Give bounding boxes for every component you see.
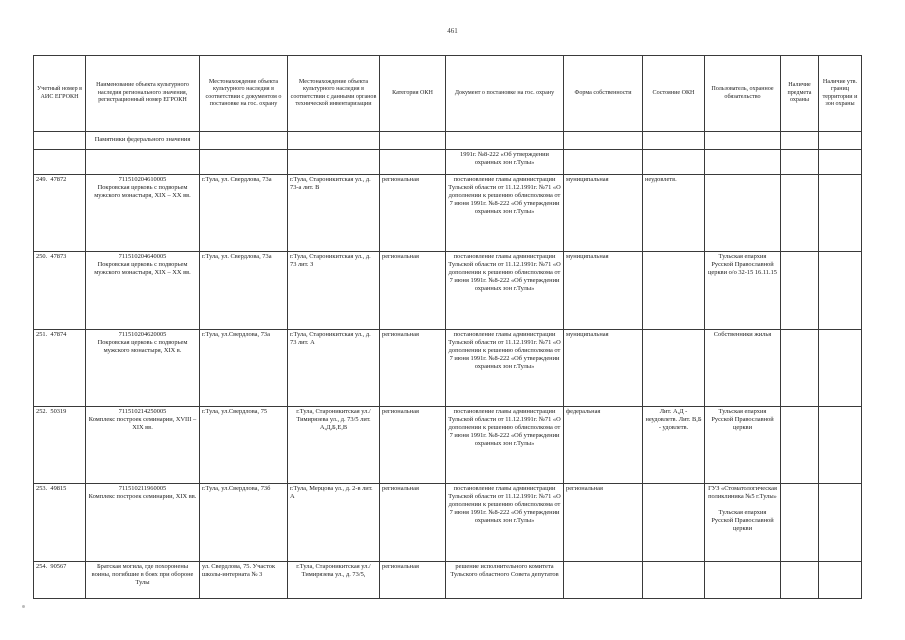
cell-user: Тульская епархия Русской Православной церкви — [705, 407, 781, 484]
table-row — [34, 330, 862, 407]
cell-zones — [819, 562, 862, 599]
cell-document: решение исполнительного комитета Тульского областного Совета депутатов — [446, 562, 564, 599]
header-document: Документ о постановке на гос. охрану — [446, 56, 564, 132]
header-category: Категория ОКН — [380, 56, 446, 132]
table-header-row — [34, 56, 862, 132]
reg-number: 711510214250005 — [118, 408, 167, 415]
row-egrokn-id: 47873 — [50, 253, 67, 260]
cell-zones — [819, 407, 862, 484]
cell-subject — [781, 252, 819, 330]
header-subject: Наличие предмета охраны — [781, 56, 819, 132]
cell-location-doc: г.Тула, ул. Свердлова, 73а — [200, 175, 288, 252]
cell-document: 1991г. №8-222 «Об утверждении охранных зон г.Тулы» — [446, 150, 564, 175]
cell-user: Тульская епархия Русской Православной церкви о/о 32-15 16.11.15 — [705, 252, 781, 330]
subheader-label: Памятники федерального значения — [86, 132, 200, 150]
table-row — [34, 252, 862, 330]
cell-location-inv: г.Тула, Староникитская ул./ Тимирязева ул., д. 73/5 лит. А,Д,Б,Е,В — [288, 407, 380, 484]
cell-category: региональная — [380, 330, 446, 407]
cell-state — [643, 252, 705, 330]
cell-location-inv: г.Тула, Староникитская ул., д. 73-а лит. В — [288, 175, 380, 252]
cell-id — [34, 175, 86, 252]
row-egrokn-id: 47874 — [50, 331, 67, 338]
header-ownership: Форма собственности — [564, 56, 643, 132]
cell-subject — [781, 407, 819, 484]
row-number: 251. — [36, 331, 48, 338]
cell-id — [34, 407, 86, 484]
user-primary: ГУЗ «Стоматологическая поликлиника №5 г.Тулы» — [708, 485, 777, 501]
row-egrokn-id: 50319 — [50, 408, 67, 415]
header-user: Пользователь, охранное обязательство — [705, 56, 781, 132]
reg-number: 711510204640005 — [118, 253, 167, 260]
row-number: 249. — [36, 176, 48, 183]
cell-state: неудовлетв. — [643, 175, 705, 252]
cell-ownership — [564, 562, 643, 599]
object-name: Братская могила, где похоронены воины, погибшие в боях при обороне Тулы — [91, 563, 194, 587]
cell-ownership: региональная — [564, 484, 643, 562]
cell-user — [705, 562, 781, 599]
row-egrokn-id: 49815 — [50, 485, 67, 492]
cell-subject — [781, 330, 819, 407]
table-row — [34, 175, 862, 252]
cell-subject — [781, 484, 819, 562]
reg-number: 711510204610005 — [118, 176, 167, 183]
cell-location-inv: г.Тула, Мерцова ул., д. 2-в лит. А — [288, 484, 380, 562]
cell-id — [34, 252, 86, 330]
header-name: Наименование объекта культурного наследия регионального значения, регистрационный номер ЕГРОКН — [86, 56, 200, 132]
cell-document: постановление главы администрации Тульской области от 11.12.1991г. №71 «О дополнении к решению облисполкома от 7 июня 1991г. №8-222 «Об утверждении охранных зон г.Тулы» — [446, 175, 564, 252]
cell-ownership: федеральная — [564, 407, 643, 484]
cell-id — [34, 562, 86, 599]
cell-user — [705, 484, 781, 562]
cell-subject — [781, 562, 819, 599]
object-name: Комплекс построек семинарии, XIX вв. — [88, 493, 197, 501]
row-number: 254. — [36, 563, 48, 570]
cell-document: постановление главы администрации Тульской области от 11.12.1991г. №71 «О дополнении к решению облисполкома от 7 июня 1991г. №8-222 «Об утверждении охранных зон г.Тулы» — [446, 484, 564, 562]
table-row-continuation — [34, 150, 862, 175]
cell-name — [86, 252, 200, 330]
cell-name — [86, 407, 200, 484]
cell-category: региональная — [380, 407, 446, 484]
cell-subject — [781, 175, 819, 252]
cell-location-doc: г.Тула, ул.Свердлова, 75 — [200, 407, 288, 484]
cell-location-inv: г.Тула, Староникитская ул./Тимирязева ул., д. 73/5, — [288, 562, 380, 599]
cell-state: Лит. А,Д - неудовлетв. Лит. В,Б - удовлетв. — [643, 407, 705, 484]
header-state: Состояние ОКН — [643, 56, 705, 132]
cell-ownership: муниципальная — [564, 175, 643, 252]
cell-zones — [819, 252, 862, 330]
header-location-doc: Местонахождение объекта культурного наследия в соответствии с документом о постановке на гос. охрану — [200, 56, 288, 132]
header-location-inv: Местонахождение объекта культурного наследия в соответствии с данными органов технической инвентаризации — [288, 56, 380, 132]
cell-location-doc: г.Тула, ул.Свердлова, 73б — [200, 484, 288, 562]
cell-ownership: муниципальная — [564, 252, 643, 330]
cell-location-inv: г.Тула, Староникитская ул., д. 73 лит. З — [288, 252, 380, 330]
cell-name — [86, 484, 200, 562]
cell-state — [643, 484, 705, 562]
cell-name — [86, 562, 200, 599]
cell-zones — [819, 175, 862, 252]
table-row — [34, 407, 862, 484]
header-zones: Наличие утв. границ территории и зон охраны — [819, 56, 862, 132]
header-id: Учетный номер в АИС ЕГРОКН — [34, 56, 86, 132]
object-name: Комплекс построек семинарии, XVIII – XIX вв. — [88, 416, 197, 432]
reg-number: 711510211960005 — [118, 485, 167, 492]
object-name: Покровская церковь с подворьем мужского монастыря, XIX – XX вв. — [94, 184, 191, 200]
cell-zones — [819, 484, 862, 562]
cell-location-doc: г.Тула, ул. Свердлова, 73а — [200, 252, 288, 330]
row-egrokn-id: 47872 — [50, 176, 67, 183]
cell-location-inv: г.Тула, Староникитская ул., д. 73 лит. А — [288, 330, 380, 407]
cell-category: региональная — [380, 562, 446, 599]
row-number: 253. — [36, 485, 48, 492]
table-row — [34, 484, 862, 562]
row-egrokn-id: 90567 — [50, 563, 67, 570]
row-number: 250. — [36, 253, 48, 260]
table-row — [34, 562, 862, 599]
cell-category: региональная — [380, 484, 446, 562]
cell-id — [34, 484, 86, 562]
cell-name — [86, 175, 200, 252]
row-number: 252. — [36, 408, 48, 415]
reg-number: 711510204620005 — [118, 331, 167, 338]
table-subheader-row — [34, 132, 862, 150]
cell-category: региональная — [380, 175, 446, 252]
cell-document: постановление главы администрации Тульской области от 11.12.1991г. №71 «О дополнении к решению облисполкома от 7 июня 1991г. №8-222 «Об утверждении охранных зон г.Тулы» — [446, 330, 564, 407]
cell-zones — [819, 330, 862, 407]
scan-artifact-dot — [22, 605, 25, 608]
heritage-register-table — [33, 55, 862, 599]
cell-document: постановление главы администрации Тульской области от 11.12.1991г. №71 «О дополнении к решению облисполкома от 7 июня 1991г. №8-222 «Об утверждении охранных зон г.Тулы» — [446, 407, 564, 484]
page-number: 461 — [447, 27, 458, 35]
cell-state — [643, 330, 705, 407]
cell-category: региональная — [380, 252, 446, 330]
user-secondary: Тульская епархия Русской Православной церкви — [711, 509, 774, 533]
cell-id — [34, 330, 86, 407]
cell-ownership: муниципальная — [564, 330, 643, 407]
cell-user — [705, 175, 781, 252]
object-name: Покровская церковь с подворьем мужского монастыря, XIX – XX вв. — [94, 261, 191, 277]
cell-location-doc: ул. Свердлова, 75. Участок школы-интерната № 3 — [200, 562, 288, 599]
cell-user: Собственники жилья — [705, 330, 781, 407]
object-name: Покровская церковь с подворьем мужского монастыря, XIX в. — [97, 339, 188, 355]
cell-state — [643, 562, 705, 599]
cell-document: постановление главы администрации Тульской области от 11.12.1991г. №71 «О дополнении к решению облисполкома от 7 июня 1991г. №8-222 «Об утверждении охранных зон г.Тулы» — [446, 252, 564, 330]
cell-location-doc: г.Тула, ул.Свердлова, 73а — [200, 330, 288, 407]
cell-name — [86, 330, 200, 407]
